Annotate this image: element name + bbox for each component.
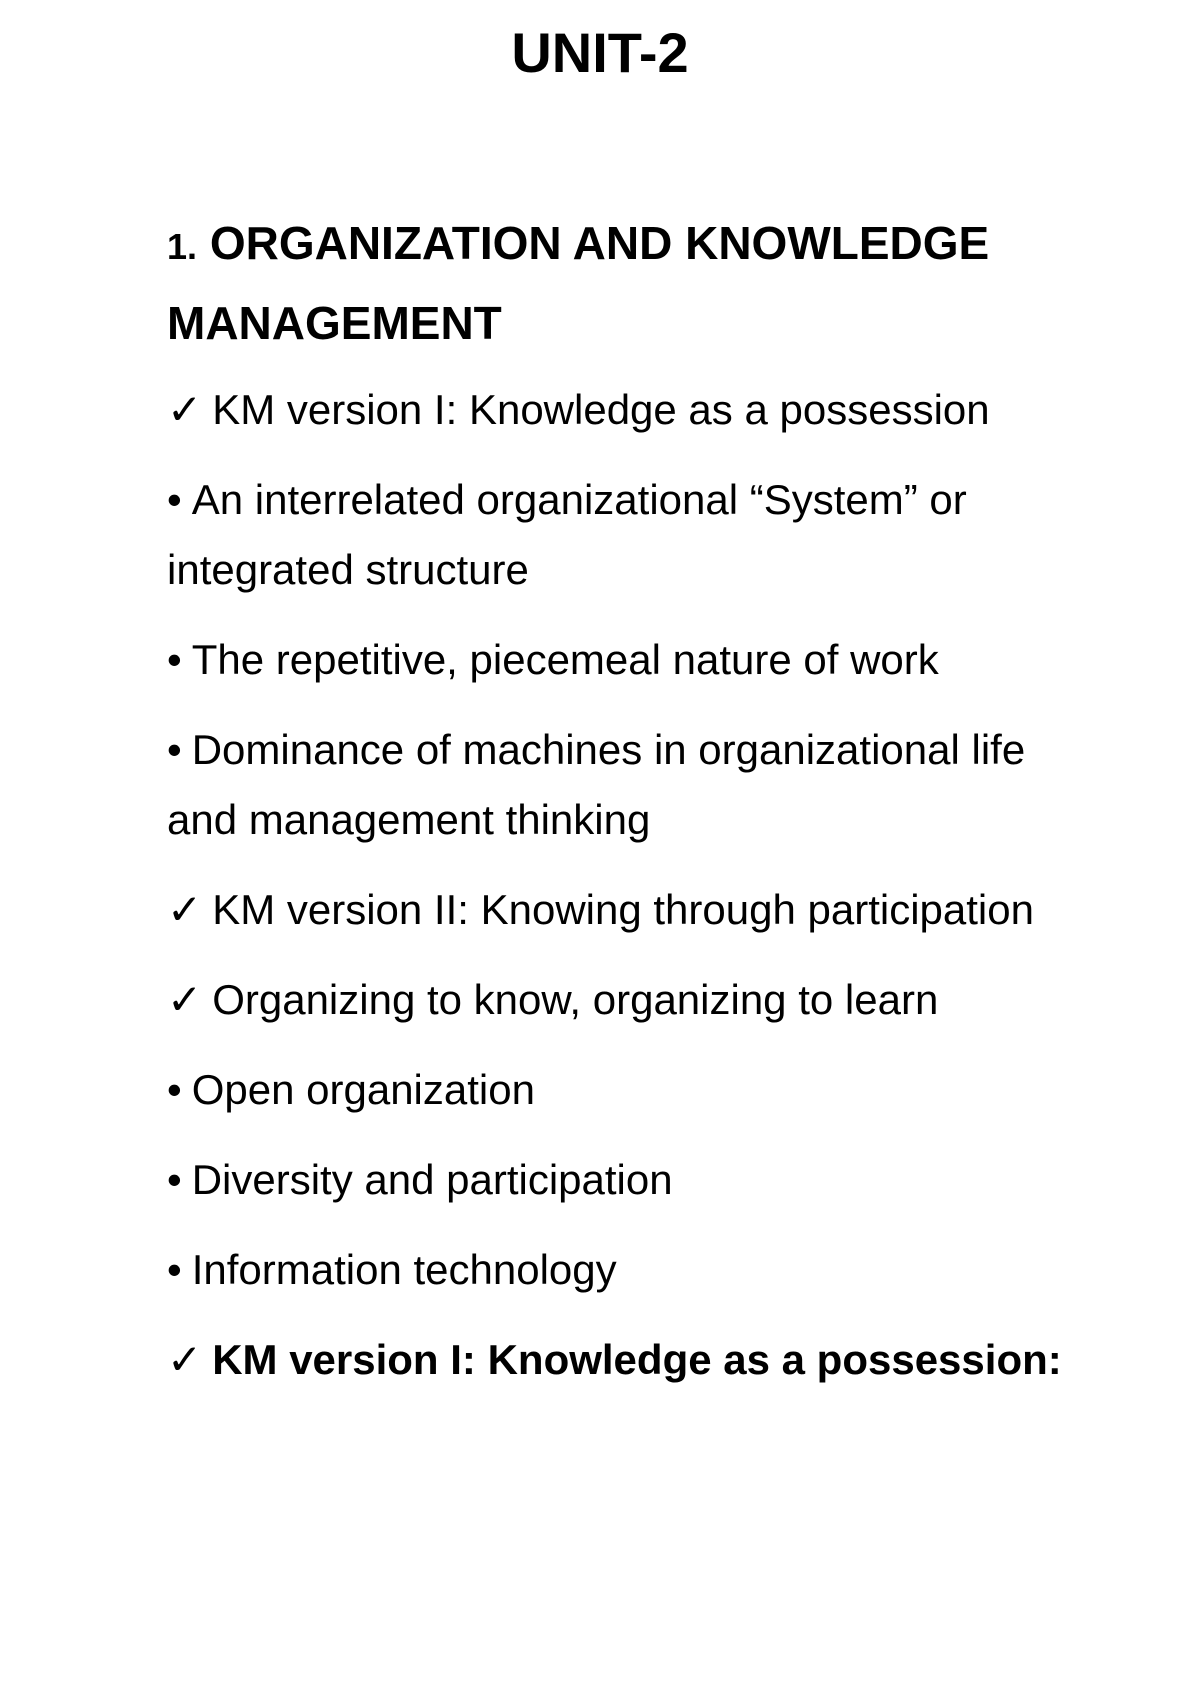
unit-title: UNIT-2: [511, 21, 689, 84]
list-item: [167, 1055, 1067, 1125]
list-item: [167, 1145, 1067, 1215]
list-item: [167, 715, 1067, 855]
list-item: [167, 1325, 1067, 1395]
bullet-icon: •: [167, 726, 182, 773]
bullet-icon: •: [167, 636, 182, 683]
check-icon: ✓: [167, 386, 203, 433]
check-icon: ✓: [167, 1336, 203, 1383]
bullet-icon: •: [167, 1156, 182, 1203]
content: [167, 205, 1067, 1395]
section-number: 1.: [167, 226, 198, 267]
list-item: [167, 375, 1067, 445]
list-item-text: The repetitive, piecemeal nature of work: [191, 636, 939, 683]
list-item: [167, 465, 1067, 605]
list-item: [167, 965, 1067, 1035]
list-item-text: KM version I: Knowledge as a possession:: [212, 1336, 1062, 1383]
list-item-text: Organizing to know, organizing to learn: [212, 976, 939, 1023]
bullet-icon: •: [167, 1246, 182, 1293]
bullet-icon: •: [167, 1066, 182, 1113]
section-heading: [167, 205, 1067, 361]
section-heading-text: ORGANIZATION AND KNOWLEDGE MANAGEMENT: [167, 217, 990, 349]
list-item-text: KM version I: Knowledge as a possession: [212, 386, 990, 433]
check-icon: ✓: [167, 976, 203, 1023]
list-item-text: Open organization: [191, 1066, 535, 1113]
list-item: [167, 1235, 1067, 1305]
list-item: [167, 625, 1067, 695]
list-item-text: An interrelated organizational “System” or integrated structure: [167, 476, 967, 593]
list-item-text: Diversity and participation: [191, 1156, 673, 1203]
list-item-text: KM version II: Knowing through participation: [212, 886, 1034, 933]
list-item-text: Information technology: [191, 1246, 617, 1293]
check-icon: ✓: [167, 886, 203, 933]
list-item: [167, 875, 1067, 945]
list-item-text: Dominance of machines in organizational life and management thinking: [167, 726, 1026, 843]
bullet-icon: •: [167, 476, 182, 523]
